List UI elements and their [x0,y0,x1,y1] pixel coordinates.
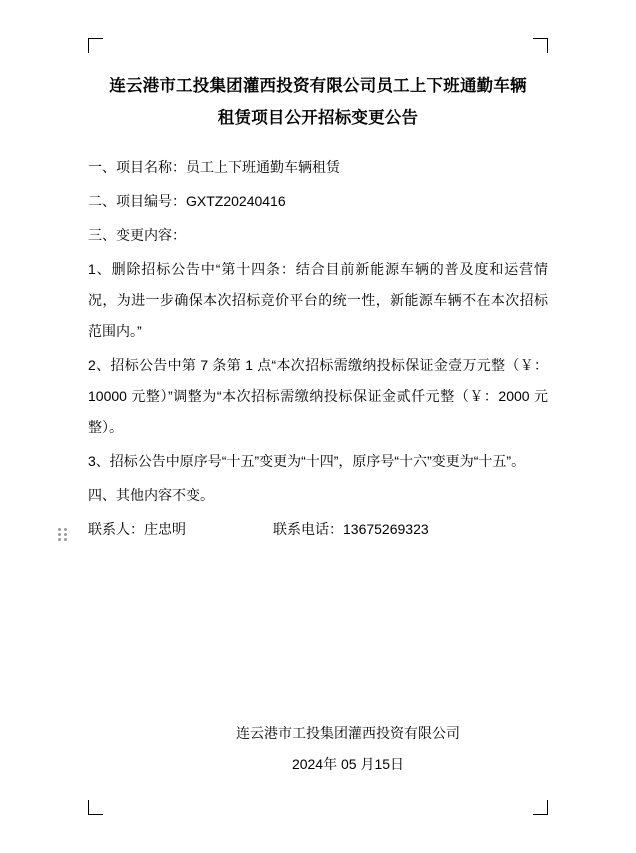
document-title-line1: 连云港市工投集团灌西投资有限公司员工上下班通勤车辆 [109,77,527,95]
contact-row [88,514,548,545]
paragraph-project-name: 一、项目名称：员工上下班通勤车辆租赁 [88,159,340,175]
paragraph-change-item-3: 3、招标公告中原序号“十五”变更为“十四”，原序号“十六”变更为“十五”。 [88,453,526,469]
paragraph-change-item-2: 2、招标公告中第 7 条第 1 点“本次招标需缴纳投标保证金壹万元整（￥：10000 元整）”调整为“本次招标需缴纳投标保证金贰仟元整（￥：2000 元整）。 [88,357,548,435]
signature-company: 连云港市工投集团灌西投资有限公司 [236,725,460,741]
drag-handle-icon[interactable] [58,528,68,542]
crop-mark-top-right [533,38,548,53]
paragraph-change-item-1: 1、删除招标公告中“第十四条：结合目前新能源车辆的普及度和运营情况，为进一步确保本次招标竞价平台的统一性，新能源车辆不在本次招标范围内。” [88,261,548,339]
paragraph-project-number: 二、项目编号：GXTZ20240416 [88,193,286,209]
signature-date: 2024年 05 月15日 [291,756,405,772]
paragraph-other-unchanged: 四、其他内容不变。 [88,487,214,503]
document-body [88,70,548,545]
paragraph-change-heading: 三、变更内容： [88,227,186,243]
document-title-line2: 租赁项目公开招标变更公告 [217,109,419,127]
contact-phone: 联系电话：13675269323 [273,521,429,537]
contact-person: 联系人：庄忠明 [88,521,186,537]
crop-mark-bottom-left [88,800,103,815]
crop-mark-top-left [88,38,103,53]
document-title [88,70,548,134]
crop-mark-bottom-right [533,800,548,815]
signature-block [88,718,548,780]
